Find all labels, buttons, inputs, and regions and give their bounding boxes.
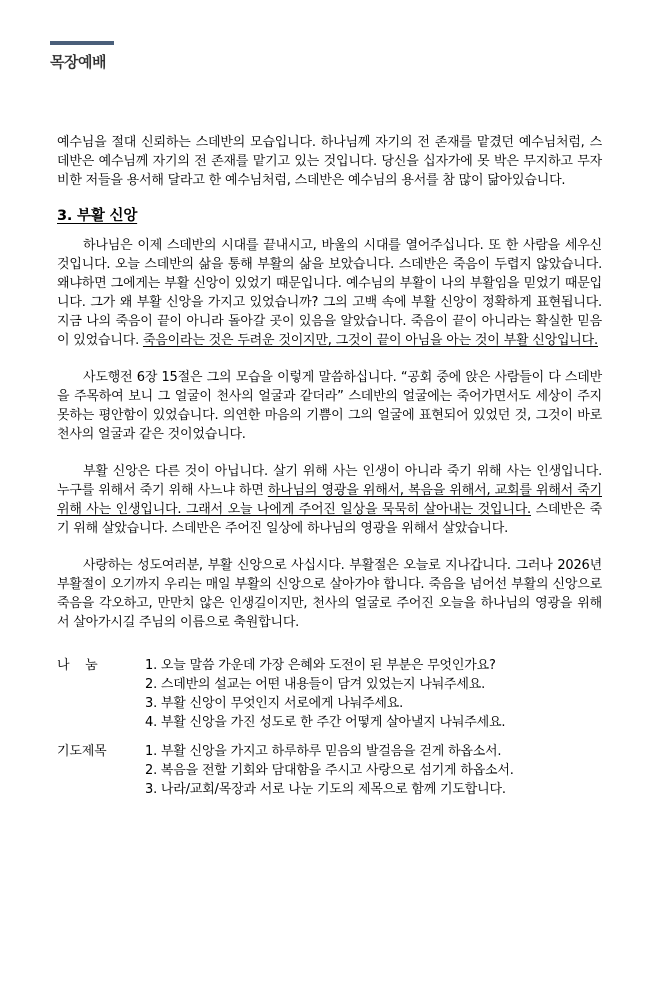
sharing-label: 나 눔 [57,658,98,673]
list-item: 3. 부활 신앙이 무엇인지 서로에게 나눠주세요. [145,696,404,711]
list-item: 4. 부활 신앙을 가진 성도로 한 주간 어떻게 살아낼지 나눠주세요. [145,715,506,730]
prayer-section [57,742,602,799]
header-accent-bar [50,41,114,45]
paragraph-text: 부활 신앙은 다른 것이 아닙니다. 살기 위해 사는 인생이 아니라 죽기 위해 사는 인생입니다. 누구를 위해서 죽기 위해 사느냐 하면 [57,464,602,498]
list-item: 2. 스데반의 설교는 어떤 내용들이 담겨 있었는지 나눠주세요. [145,677,486,692]
paragraph-resurrection-faith [57,236,602,350]
document-body [57,133,602,799]
underlined-text: 하나님의 영광을 위해서, 복음을 위해서, 교회를 위해서 죽기 위해 사는 인생입니다. 그래서 오늘 나에게 주어진 일상을 묵묵히 살아내는 것입니다. [57,483,602,517]
list-item: 2. 복음을 전할 기회와 담대함을 주시고 사랑으로 섬기게 하옵소서. [145,763,514,778]
paragraph-text: 스데반은 죽기 위해 살았습니다. 스데반은 주어진 일상에 하나님의 영광을 위해서 살았습니다. [57,502,602,536]
sharing-section [57,656,602,732]
paragraph-text: 하나님은 이제 스데반의 시대를 끝내시고, 바울의 시대를 열어주십니다. 또 한 사람을 세우신 것입니다. 오늘 스데반의 삶을 통해 부활의 삶을 보았습니다. 스데반은 죽음이 두렵지 않았습니다. 왜냐하면 그에게는 부활 신앙이 있었기 때문입니다. 예수님의 부활이 나의 부활임을 믿었기 때문입니다. 그가 왜 부활 신앙을 가지고 있었습니까? 그의 고백 속에 부활 신앙이 정확하게 표현됩니다. 지금 나의 죽음이 끝이 아니라 돌아갈 곳이 있음을 알았습니다. 죽음이 끝이 아니라는 확실한 믿음이 있었습니다. [57,238,602,348]
list-item: 3. 나라/교회/목장과 서로 나눈 기도의 제목으로 함께 기도합니다. [145,782,506,797]
underlined-text: 죽음이라는 것은 두려운 것이지만, 그것이 끝이 아님을 아는 것이 부활 신앙입니다. [142,333,598,348]
section-heading: 3. 부활 신앙 [57,208,138,224]
paragraph-blessing: 사랑하는 성도여러분, 부활 신앙으로 사십시다. 부활절은 오늘로 지나갑니다. 그러나 2026년 부활절이 오기까지 우리는 매일 부활의 신앙으로 살아가야 합니다. 죽음을 넘어선 부활의 신앙으로 죽음을 각오하고, 만만치 않은 인생길이지만, 천사의 얼굴로 주어진 오늘을 하나님의 영광을 위해서 살아가시길 주님의 이름으로 축원합니다. [57,558,602,630]
list-item: 1. 오늘 말씀 가운데 가장 은혜와 도전이 된 부분은 무엇인가요? [145,658,496,673]
prayer-list [145,742,602,799]
page-header-title: 목장예배 [50,53,106,71]
prayer-label: 기도제목 [57,744,107,759]
sharing-list [145,656,602,732]
paragraph-acts: 사도행전 6장 15절은 그의 모습을 이렇게 말씀하십니다. “공회 중에 앉은 사람들이 다 스데반을 주목하여 보니 그 얼굴이 천사의 얼굴과 같더라” 스데반의 얼굴에는 죽어가면서도 세상이 주지 못하는 평안함이 있었습니다. 의연한 마음의 기쁨이 그의 얼굴에 표현되어 있었던 것, 그것이 바로 천사의 얼굴과 같은 것이었습니다. [57,370,602,442]
paragraph-life [57,462,602,538]
intro-paragraph: 예수님을 절대 신뢰하는 스데반의 모습입니다. 하나님께 자기의 전 존재를 맡겼던 예수님처럼, 스데반은 예수님께 자기의 전 존재를 맡기고 있는 것입니다. 당신을 십자가에 못 박은 무지하고 무자비한 저들을 용서해 달라고 한 예수님처럼, 스데반은 예수님의 용서를 참 많이 닮아있습니다. [57,135,602,188]
list-item: 1. 부활 신앙을 가지고 하루하루 믿음의 발걸음을 걷게 하옵소서. [145,744,502,759]
